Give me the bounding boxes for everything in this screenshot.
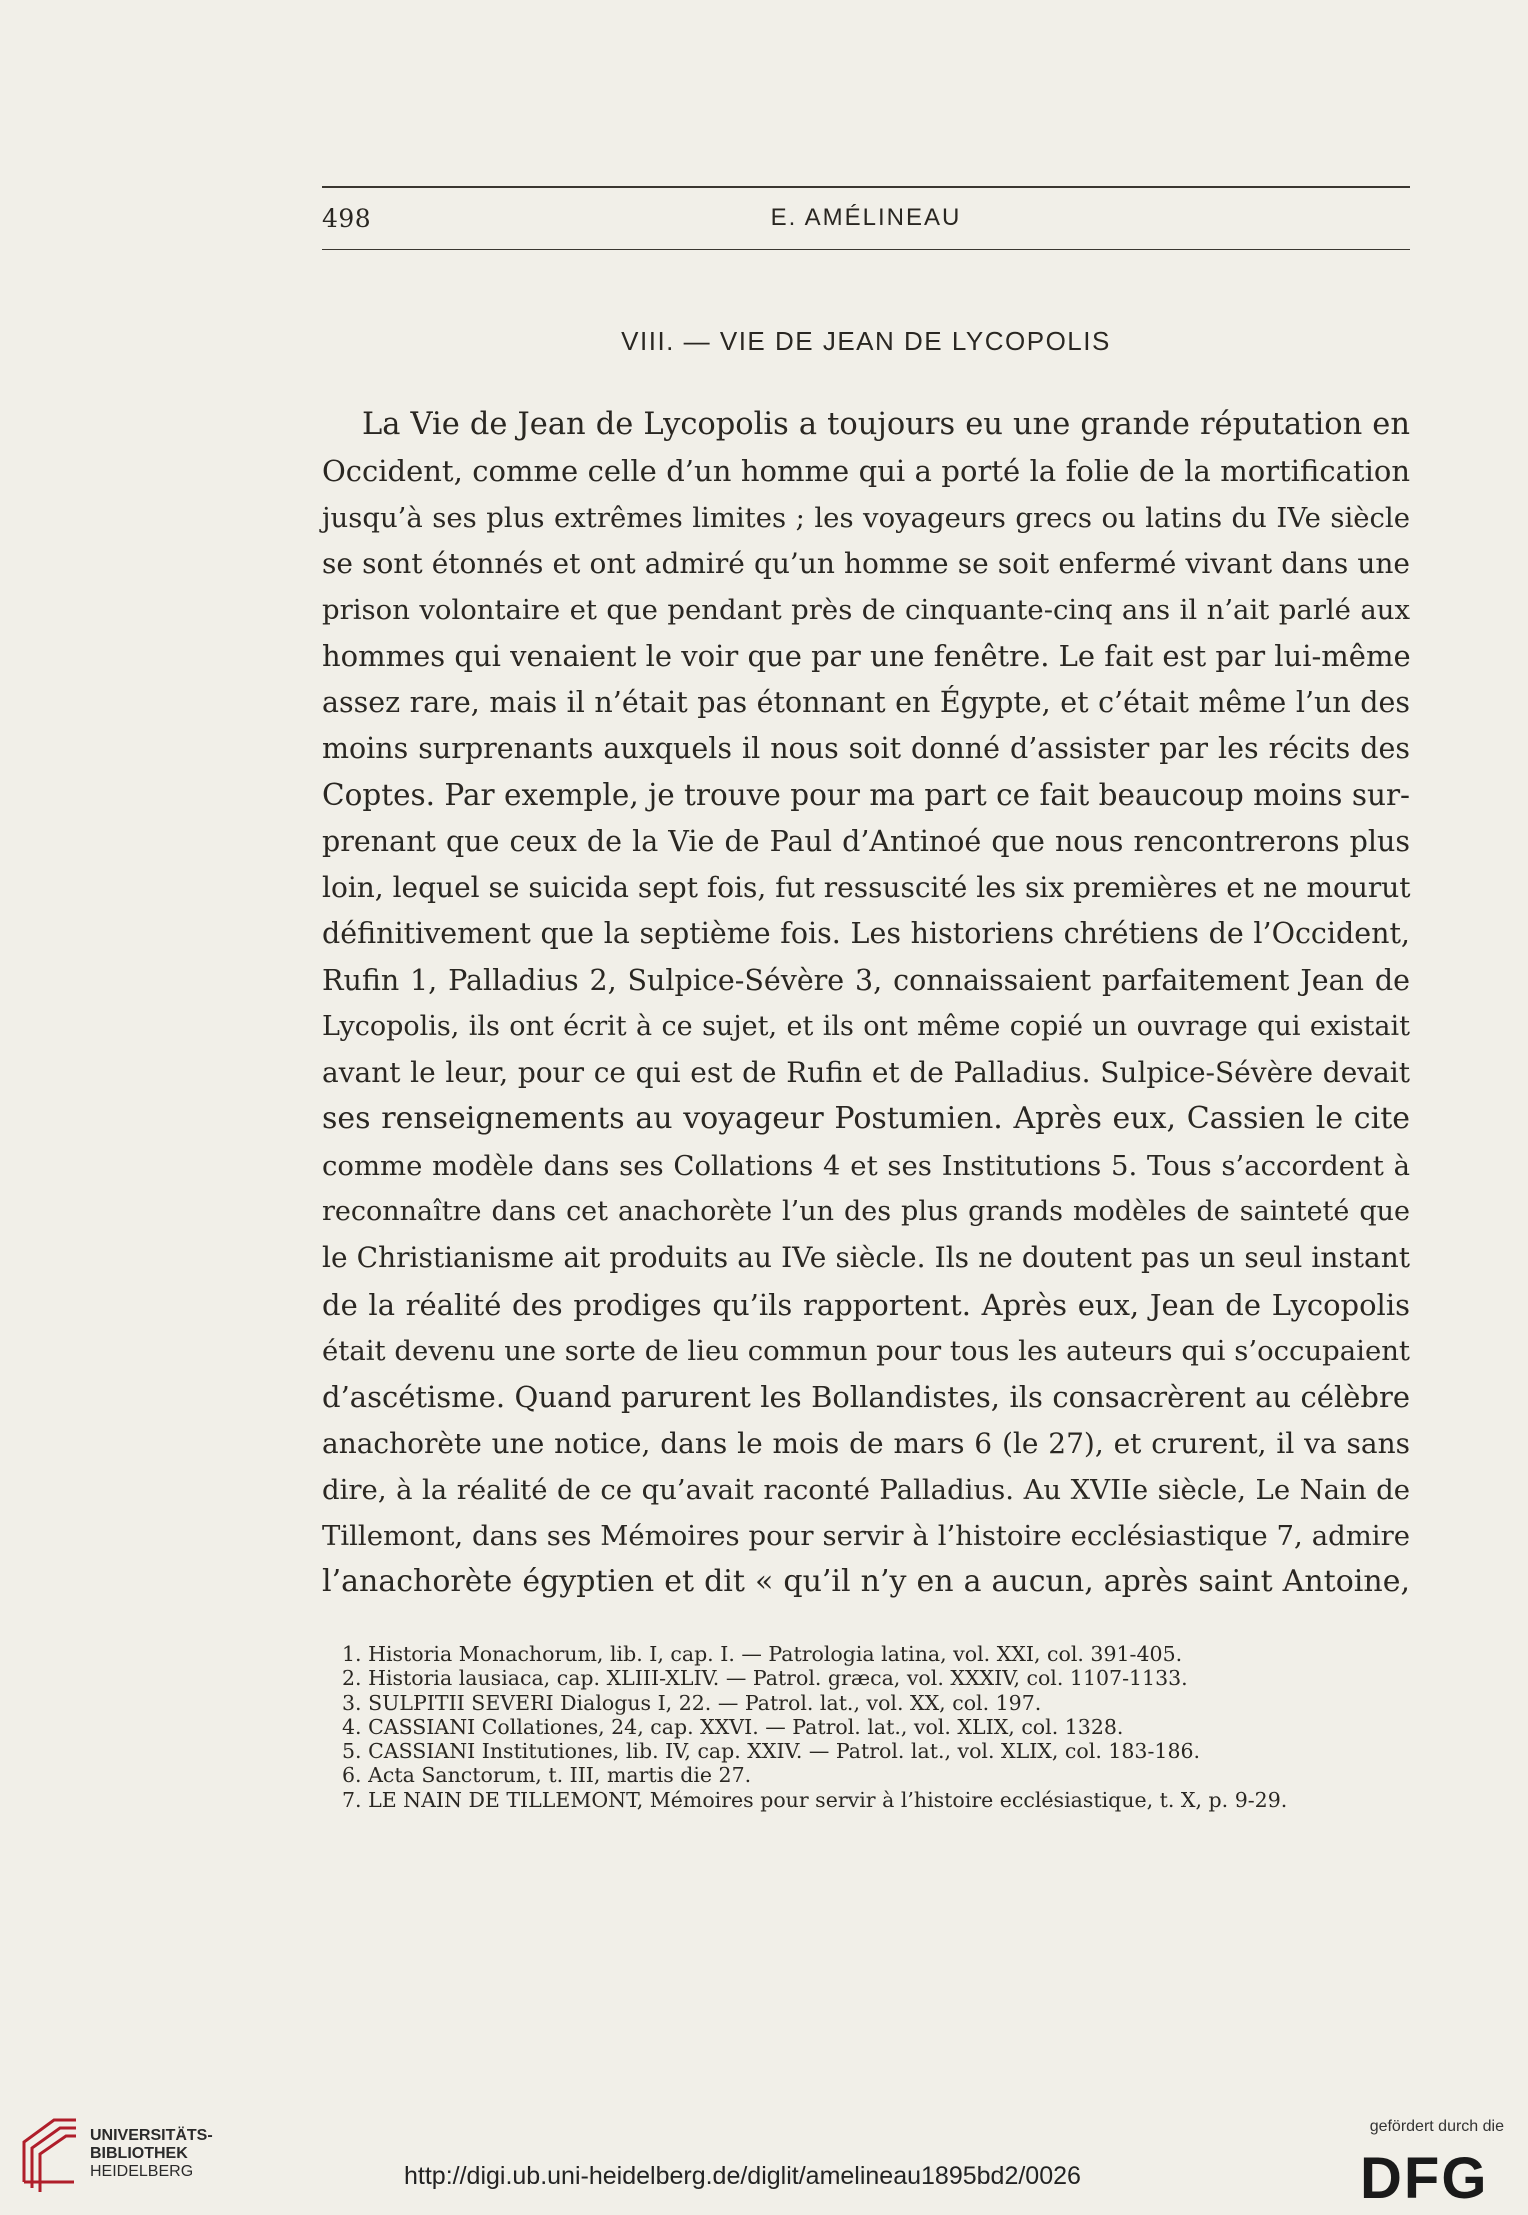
text-line: reconnaître dans cet anachorète l’un des plus grands modèles de sainteté que (322, 1196, 1410, 1228)
text-line: dire, à la réalité de ce qu’avait raconté Palladius. Au XVIIe siècle, Le Nain de (322, 1473, 1410, 1506)
text-line: Rufin 1, Palladius 2, Sulpice-Sévère 3, connaissaient parfaitement Jean de (322, 963, 1410, 997)
source-url-link[interactable]: http://digi.ub.uni-heidelberg.de/diglit/amelineau1895bd2/0026 (404, 2162, 1081, 2190)
text-line: l’anachorète égyptien et dit « qu’il n’y en a aucun, après saint Antoine, (322, 1564, 1410, 1600)
text-line: assez rare, mais il n’était pas étonnant en Égypte, et c’était même l’un des (322, 685, 1410, 719)
text-line: moins surprenants auxquels il nous soit donné d’assister par les récits des (322, 732, 1410, 766)
dfg-logo-text: DFG (1360, 2148, 1489, 2204)
page-number: 498 (322, 204, 372, 233)
footnote: 5. CASSIANI Institutiones, lib. IV, cap. XXIV. — Patrol. lat., vol. XLIX, col. 183-186. (342, 1739, 1201, 1764)
footnote: 1. Historia Monachorum, lib. I, cap. I. — Patrologia latina, vol. XXI, col. 391-405. (342, 1642, 1183, 1666)
header-top-rule (322, 186, 1410, 188)
body-text (322, 402, 1410, 1606)
funding-label: gefördert durch die (1369, 2118, 1504, 2135)
footnote: 2. Historia lausiaca, cap. XLIII-XLIV. — Patrol. græca, vol. XXXIV, col. 1107-1133. (342, 1666, 1188, 1691)
footnote: 4. CASSIANI Collationes, 24, cap. XXVI. — Patrol. lat., vol. XLIX, col. 1328. (342, 1714, 1124, 1739)
text-line: jusqu’à ses plus extrêmes limites ; les voyageurs grecs ou latins du IVe siècle (322, 501, 1410, 534)
footnotes (342, 1642, 1382, 1812)
footnote: 3. SULPITII SEVERI Dialogus I, 22. — Patrol. lat., vol. XX, col. 197. (342, 1690, 1042, 1715)
text-line: Occident, comme celle d’un homme qui a porté la folie de la mortification (322, 454, 1410, 489)
text-line: prenant que ceux de la Vie de Paul d’Antinoé que nous rencontrerons plus (322, 824, 1410, 858)
text-line: ses renseignements au voyageur Postumien. Après eux, Cassien le cite (322, 1101, 1410, 1137)
text-line: était devenu une sorte de lieu commun pour tous les auteurs qui s’occupaient (322, 1334, 1410, 1367)
text-line: avant le leur, pour ce qui est de Rufin et de Palladius. Sulpice-Sévère devait (322, 1056, 1410, 1090)
running-head (322, 204, 1410, 240)
footnote: 6. Acta Sanctorum, t. III, martis die 27. (342, 1763, 752, 1788)
footnote: 7. LE NAIN DE TILLEMONT, Mémoires pour servir à l’histoire ecclésiastique, t. X, p. 9-29. (342, 1787, 1288, 1812)
dfg-logo-icon (1358, 2148, 1508, 2204)
text-line: Lycopolis, ils ont écrit à ce sujet, et ils ont même copié un ouvrage qui existait (322, 1010, 1410, 1042)
text-line: se sont étonnés et ont admiré qu’un homme se soit enfermé vivant dans une (322, 546, 1410, 580)
text-line: comme modèle dans ses Collations 4 et ses Institutions 5. Tous s’accordent à (322, 1149, 1410, 1182)
library-name: UNIVERSITÄTS- BIBLIOTHEK HEIDELBERG (90, 2127, 213, 2180)
university-library-logo[interactable] (14, 2112, 224, 2198)
text-line: hommes qui venaient le voir que par une fenêtre. Le fait est par lui-même (322, 639, 1411, 674)
text-line: Coptes. Par exemple, je trouve pour ma part ce fait beaucoup moins sur- (322, 778, 1411, 813)
running-head-author: E. AMÉLINEAU (770, 204, 962, 231)
dfg-funding-logo[interactable] (1354, 2118, 1514, 2208)
text-line: d’ascétisme. Quand parurent les Bollandistes, ils consacrèrent au célèbre (322, 1380, 1410, 1415)
text-line: Tillemont, dans ses Mémoires pour servir à l’histoire ecclésiastique 7, admire (322, 1520, 1410, 1553)
text-line: le Christianisme ait produits au IVe siècle. Ils ne doutent pas un seul instant (322, 1241, 1410, 1275)
text-line: La Vie de Jean de Lycopolis a toujours eu une grande réputation en (362, 407, 1410, 442)
text-line: loin, lequel se suicida sept fois, fut ressuscité les six premières et ne mourut (322, 870, 1411, 904)
header-bottom-rule (322, 249, 1410, 250)
text-line: définitivement que la septième fois. Les historiens chrétiens de l’Occident, (322, 917, 1410, 951)
text-line: anachorète une notice, dans le mois de mars 6 (le 27), et crurent, il va sans (322, 1426, 1410, 1460)
library-emblem-icon (14, 2112, 84, 2198)
section-title: VIII. — VIE DE JEAN DE LYCOPOLIS (621, 326, 1111, 356)
text-line: de la réalité des prodiges qu’ils rapportent. Après eux, Jean de Lycopolis (322, 1287, 1410, 1322)
text-line: prison volontaire et que pendant près de cinquante-cinq ans il n’ait parlé aux (322, 594, 1410, 627)
